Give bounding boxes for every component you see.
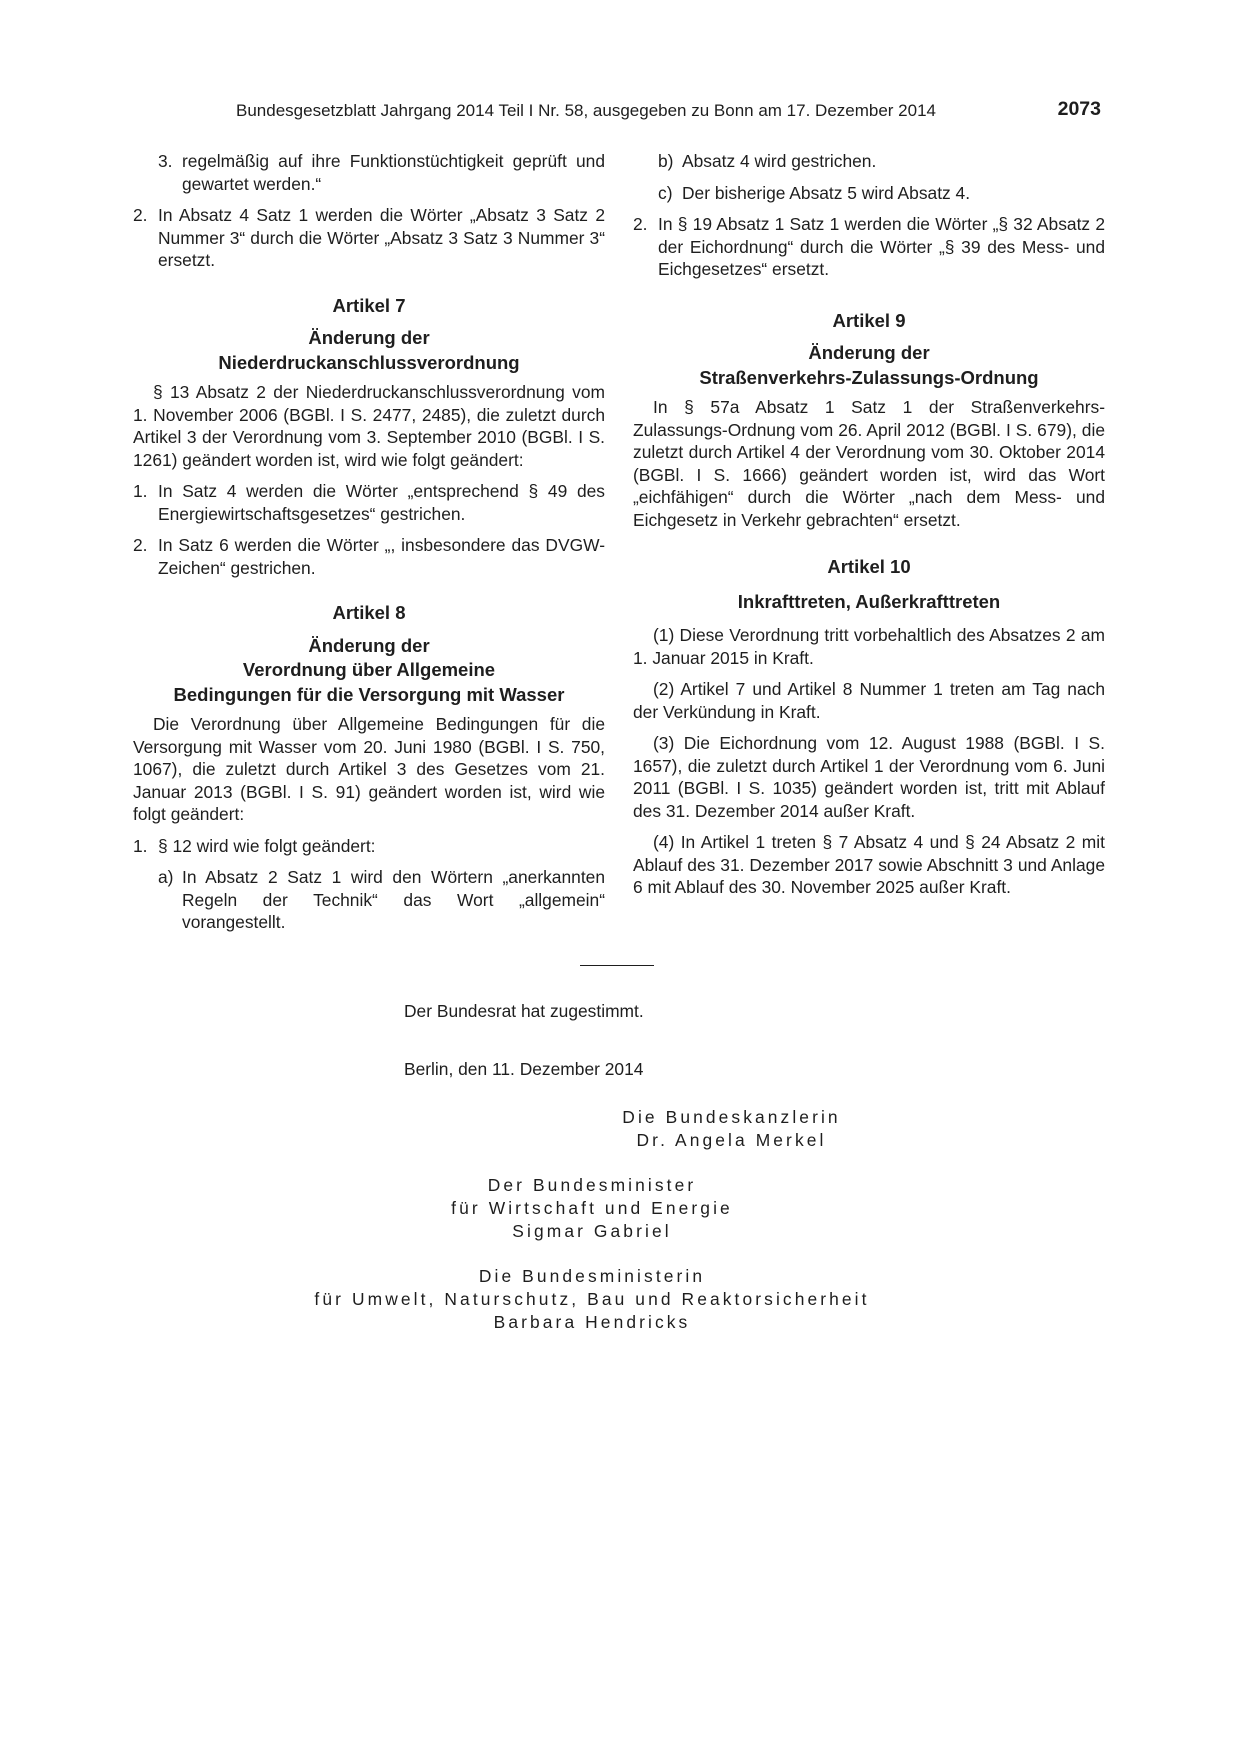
list-text: In § 19 Absatz 1 Satz 1 werden die Wörter „§ 32 Absatz 2 der Eichordnung“ durch die Wörter „§ 39 des Mess- und Eichgesetzes“ ersetzt. [658, 214, 1105, 279]
article-9-title-line1: Änderung der [808, 342, 930, 363]
list-item [133, 480, 605, 525]
article-7-title-line1: Änderung der [308, 327, 430, 348]
signature-name: Dr. Angela Merkel [636, 1130, 827, 1150]
signature-name: Sigmar Gabriel [512, 1221, 672, 1241]
right-column [633, 150, 1105, 908]
article-9-number: Artikel 9 [832, 309, 906, 331]
list-number: a) [158, 867, 174, 887]
article-10-para-2: (2) Artikel 7 und Artikel 8 Nummer 1 treten am Tag nach der Verkündung in Kraft. [633, 679, 1105, 722]
list-number: 2. [133, 535, 148, 555]
list-item [658, 182, 1105, 205]
page-number: 2073 [1057, 98, 1101, 120]
signature-office: Die Bundesministerin [478, 1266, 706, 1286]
list-text: regelmäßig auf ihre Funktionstüchtigkeit geprüft und gewartet werden.“ [182, 151, 605, 194]
list-item [133, 835, 605, 858]
article-7-number: Artikel 7 [332, 294, 406, 316]
list-number: 1. [133, 481, 148, 501]
article-9-title-line2: Straßenverkehrs-Zulassungs-Ordnung [699, 366, 1039, 388]
article-7-intro: § 13 Absatz 2 der Niederdruckanschlussverordnung vom 1. November 2006 (BGBl. I S. 2477, 2485), die zuletzt durch Artikel 3 der Verordnung vom 3. September 2010 (BGBl. I S. 1261) geändert worden ist, wird wie folgt geändert: [133, 382, 605, 470]
signature-office: Der Bundesminister [487, 1175, 697, 1195]
article-9-text: In § 57a Absatz 1 Satz 1 der Straßenverkehrs-Zulassungs-Ordnung vom 26. April 2012 (BGBl. I S. 679), die zuletzt durch Artikel 4 der Verordnung vom 30. Oktober 2014 (BGBl. I S. 1666) geändert worden ist, wird das Wort „eichfähigen“ durch die Wörter „nach dem Mess- und Eichgesetz in Verkehr gebrachten“ ersetzt. [633, 397, 1105, 530]
left-column [133, 150, 605, 943]
signature-environment-minister [222, 1265, 962, 1334]
signature-office-detail: für Wirtschaft und Energie [451, 1198, 733, 1218]
list-item [133, 204, 605, 272]
list-item [633, 213, 1105, 281]
page-header [236, 98, 1101, 124]
list-text: Der bisherige Absatz 5 wird Absatz 4. [682, 182, 971, 203]
list-text: In Absatz 2 Satz 1 wird den Wörtern „anerkannten Regeln der Technik“ das Wort „allgemein“ vorangestellt. [182, 867, 605, 932]
list-item [133, 534, 605, 579]
list-text: Absatz 4 wird gestrichen. [682, 151, 877, 171]
list-item [658, 150, 1105, 173]
article-8-title-line3: Bedingungen für die Versorgung mit Wasser [173, 683, 565, 705]
bundesrat-consent: Der Bundesrat hat zugestimmt. [404, 1001, 644, 1021]
list-number: 2. [633, 214, 648, 234]
place-date: Berlin, den 11. Dezember 2014 [404, 1059, 644, 1079]
article-8-intro: Die Verordnung über Allgemeine Bedingungen für die Versorgung mit Wasser vom 20. Juni 1980 (BGBl. I S. 750, 1067), die zuletzt durch Artikel 3 des Gesetzes vom 21. Januar 2013 (BGBl. I S. 91) geändert worden ist, wird wie folgt geändert: [133, 714, 605, 824]
article-10-para-3: (3) Die Eichordnung vom 12. August 1988 (BGBl. I S. 1657), die zuletzt durch Artikel 1 der Verordnung vom 6. Juni 2011 (BGBl. I S. 1035) geändert worden ist, tritt mit Ablauf des 31. Dezember 2014 außer Kraft. [633, 733, 1105, 821]
list-text: § 12 wird wie folgt geändert: [158, 835, 376, 856]
list-number: 3. [158, 151, 173, 171]
list-item [158, 150, 605, 195]
signature-name: Barbara Hendricks [493, 1312, 691, 1332]
article-8-number: Artikel 8 [332, 602, 406, 623]
article-8-title-line2: Verordnung über Allgemeine [242, 659, 496, 680]
list-text: In Absatz 4 Satz 1 werden die Wörter „Absatz 3 Satz 2 Nummer 3“ durch die Wörter „Absatz 3 Satz 3 Nummer 3“ ersetzt. [158, 205, 605, 270]
article-7-title-line2: Niederdruckanschlussverordnung [218, 351, 520, 373]
list-item [158, 866, 605, 934]
article-8-title-line1: Änderung der [308, 634, 430, 656]
article-10-number: Artikel 10 [827, 556, 911, 577]
list-number: c) [658, 182, 673, 203]
list-text: In Satz 6 werden die Wörter „, insbesondere das DVGW-Zeichen“ gestrichen. [158, 535, 605, 578]
section-divider [580, 965, 654, 966]
list-number: 2. [133, 205, 148, 225]
article-10-title: Inkrafttreten, Außerkrafttreten [737, 590, 1001, 612]
signature-chancellor [362, 1106, 1102, 1152]
list-text: In Satz 4 werden die Wörter „entsprechend § 49 des Energiewirtschaftsgesetzes“ gestrichen. [158, 481, 605, 524]
header-text: Bundesgesetzblatt Jahrgang 2014 Teil I Nr. 58, ausgegeben zu Bonn am 17. Dezember 2014 [236, 101, 936, 120]
signature-economy-minister [222, 1174, 962, 1243]
list-number: b) [658, 151, 674, 171]
list-number: 1. [133, 835, 148, 856]
article-10-para-4: (4) In Artikel 1 treten § 7 Absatz 4 und § 24 Absatz 2 mit Ablauf des 31. Dezember 2017 sowie Abschnitt 3 und Anlage 6 mit Ablauf des 30. November 2025 außer Kraft. [633, 832, 1105, 897]
article-10-para-1: (1) Diese Verordnung tritt vorbehaltlich des Absatzes 2 am 1. Januar 2015 in Kraft. [633, 625, 1105, 668]
signature-office-detail: für Umwelt, Naturschutz, Bau und Reaktorsicherheit [314, 1289, 870, 1309]
signature-office: Die Bundeskanzlerin [622, 1107, 841, 1127]
